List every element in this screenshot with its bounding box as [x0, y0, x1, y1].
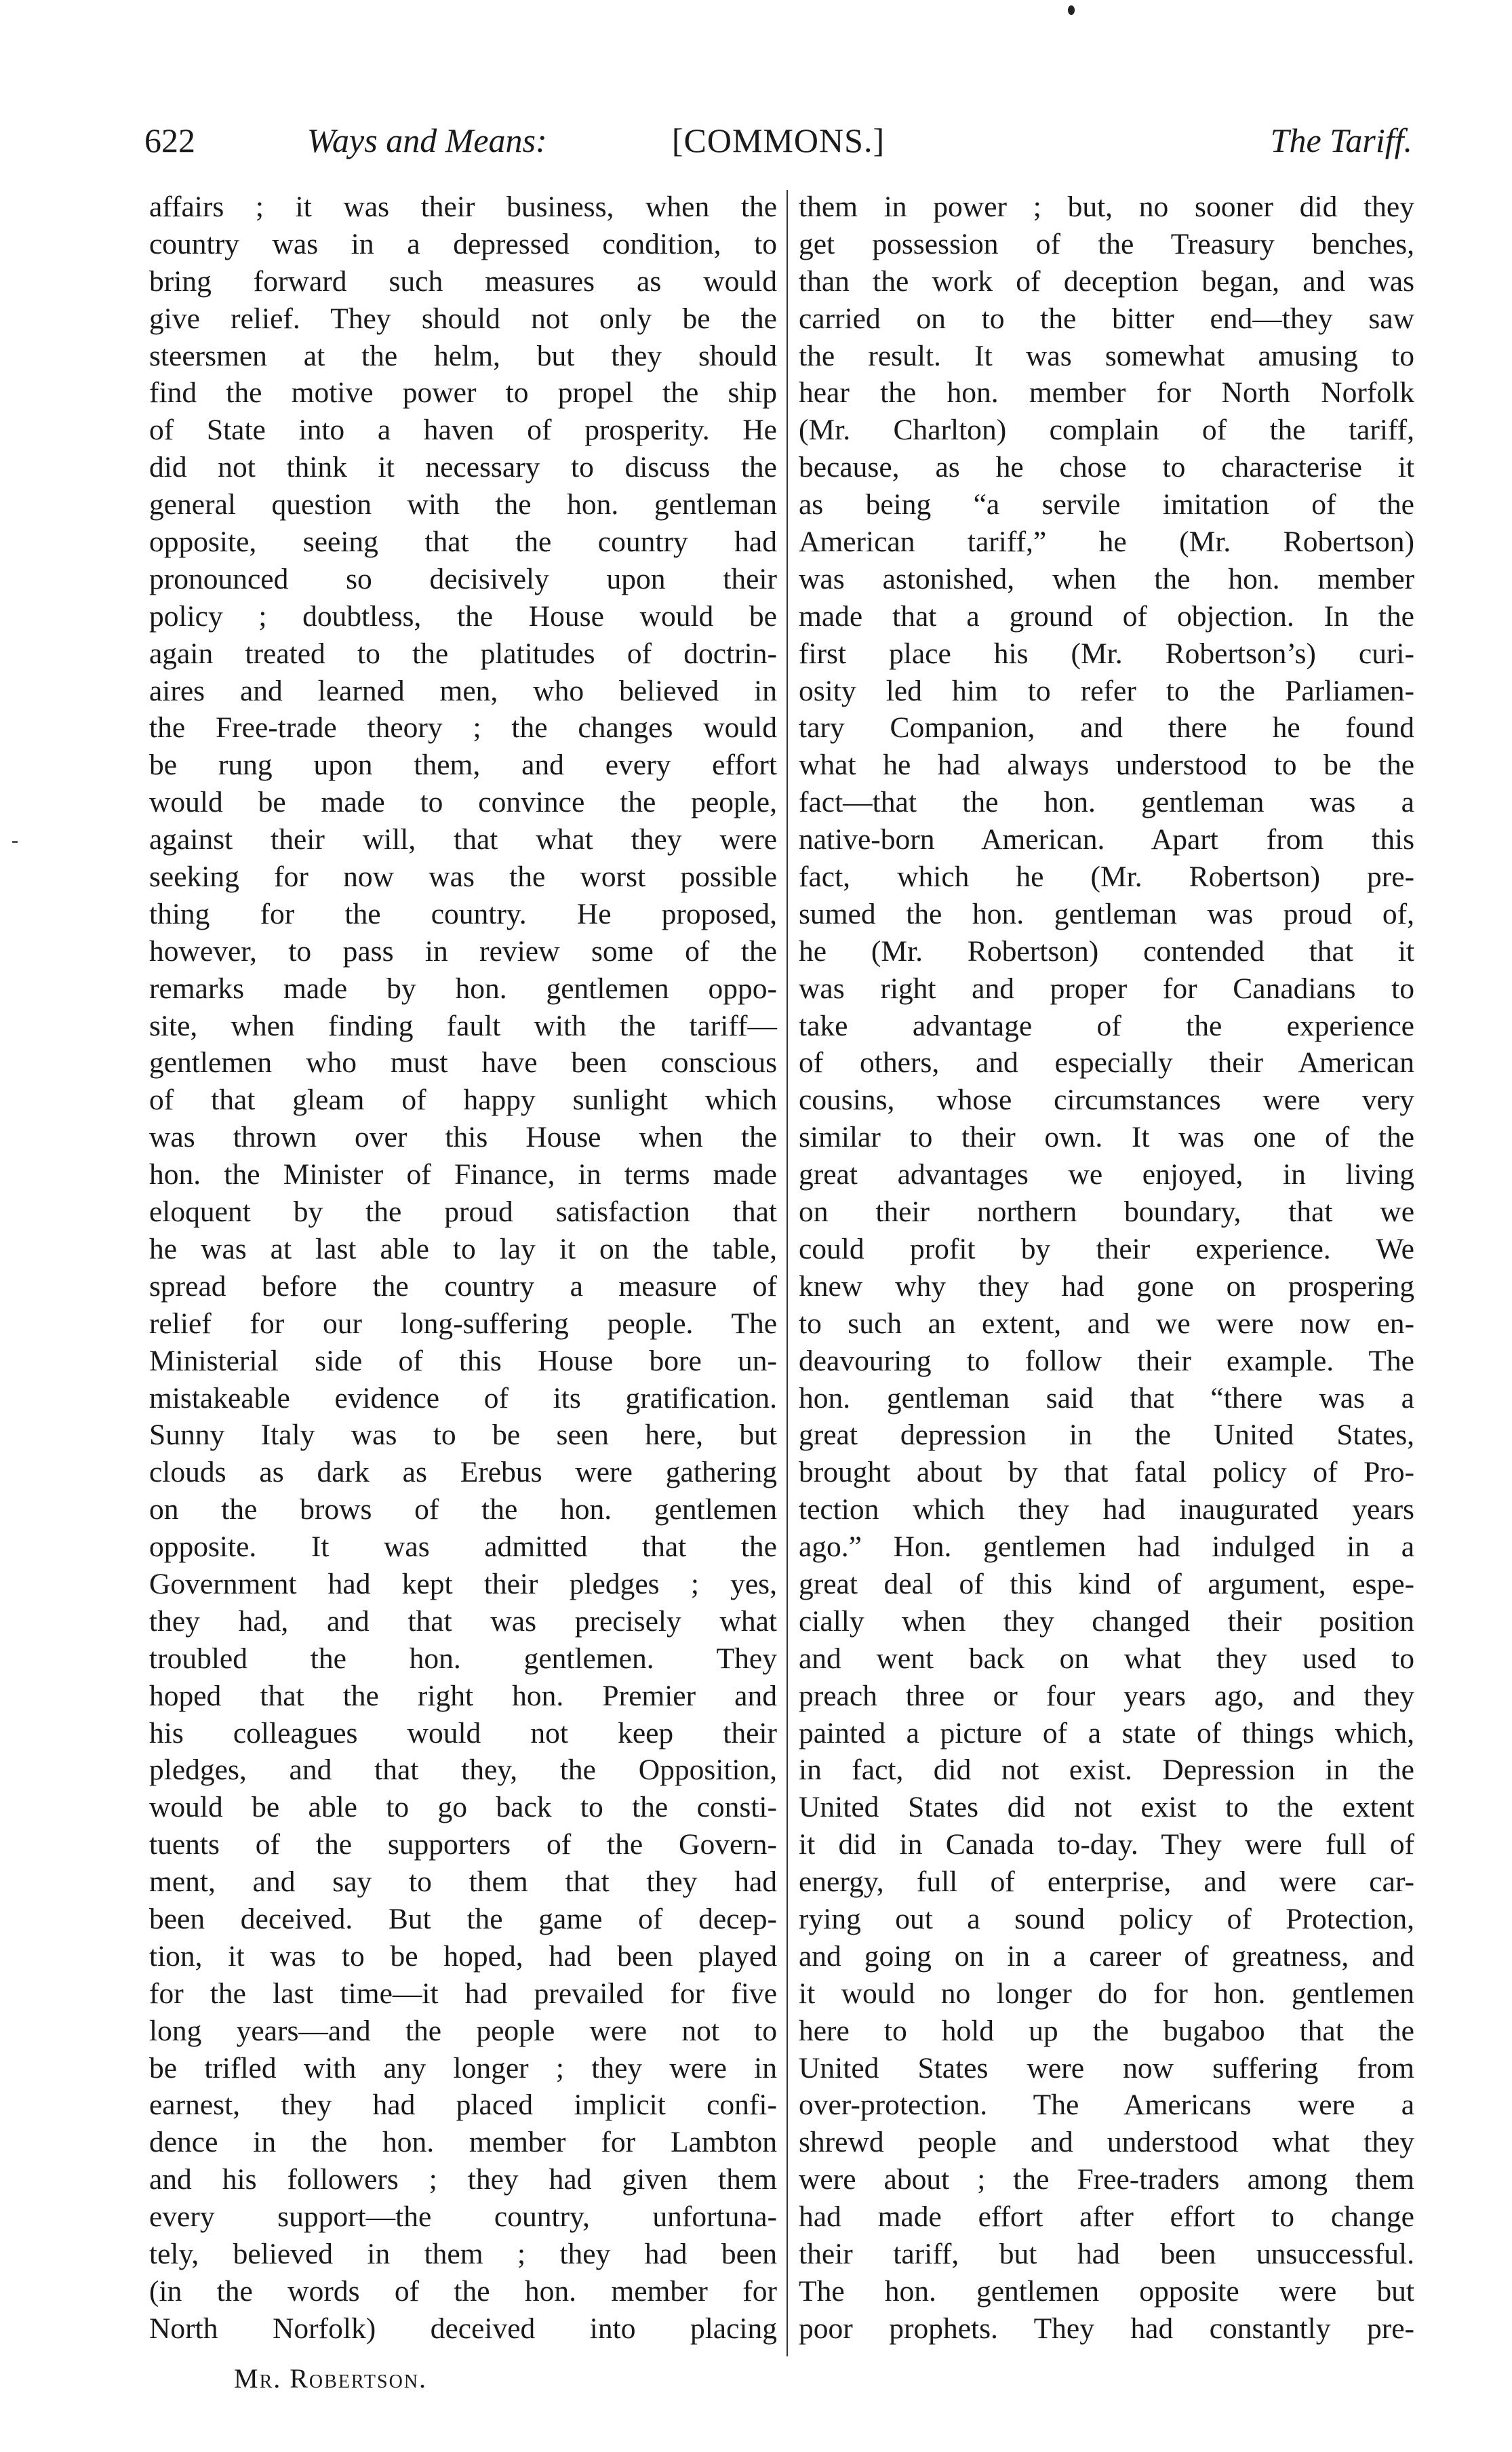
- text-line: could profit by their experience. We: [799, 1232, 1414, 1265]
- text-line: been deceived. But the game of decep-: [149, 1902, 777, 1935]
- text-line: had made effort after effort to change: [799, 2200, 1414, 2234]
- speaker-footer: Mr. Robertson.: [234, 2363, 428, 2394]
- text-line: were about ; the Free-traders among them: [799, 2163, 1414, 2196]
- text-line: them in power ; but, no sooner did they: [799, 191, 1414, 223]
- text-line: was thrown over this House when the: [149, 1121, 777, 1154]
- text-line: pronounced so decisively upon their: [149, 562, 777, 595]
- text-line: be rung upon them, and every effort: [149, 749, 777, 782]
- text-line: ment, and say to them that they had: [149, 1865, 777, 1899]
- text-line: osity led him to refer to the Parliamen-: [799, 674, 1414, 707]
- text-line: find the motive power to propel the ship: [149, 376, 777, 410]
- text-line: here to hold up the bugaboo that the: [799, 2014, 1414, 2047]
- text-line: for the last time—it had prevailed for five: [149, 1977, 777, 2010]
- text-line: bring forward such measures as would: [149, 264, 777, 298]
- text-line: American tariff,” he (Mr. Robertson): [799, 526, 1414, 559]
- text-line: over-protection. The Americans were a: [799, 2089, 1414, 2122]
- text-line: give relief. They should not only be the: [149, 302, 777, 335]
- text-line: on the brows of the hon. gentlemen: [149, 1493, 777, 1526]
- text-line: cially when they changed their position: [799, 1604, 1414, 1638]
- text-line: fact, which he (Mr. Robertson) pre-: [799, 861, 1414, 894]
- text-line: his colleagues would not keep their: [149, 1716, 777, 1749]
- text-line: great advantages we enjoyed, in living: [799, 1158, 1414, 1191]
- text-line: tion, it was to be hoped, had been played: [149, 1939, 777, 1973]
- text-line: every support—the country, unfortuna-: [149, 2200, 777, 2234]
- text-line: than the work of deception began, and was: [799, 264, 1414, 298]
- text-line: take advantage of the experience: [799, 1009, 1414, 1042]
- text-line: again treated to the platitudes of doctrin-: [149, 637, 777, 670]
- text-line: eloquent by the proud satisfaction that: [149, 1195, 777, 1229]
- text-line: hon. the Minister of Finance, in terms made: [149, 1158, 777, 1191]
- text-line: it would no longer do for hon. gentlemen: [799, 1977, 1414, 2010]
- text-line: deavouring to follow their example. The: [799, 1344, 1414, 1377]
- text-line: the Free-trade theory ; the changes would: [149, 711, 777, 745]
- text-line: carried on to the bitter end—they saw: [799, 302, 1414, 335]
- text-line: United States were now suffering from: [799, 2051, 1414, 2084]
- text-line: get possession of the Treasury benches,: [799, 227, 1414, 260]
- text-line: was right and proper for Canadians to: [799, 972, 1414, 1005]
- text-line: rying out a sound policy of Protection,: [799, 1902, 1414, 1935]
- text-line: because, as he chose to characterise it: [799, 451, 1414, 484]
- text-line: preach three or four years ago, and they: [799, 1679, 1414, 1712]
- text-line: spread before the country a measure of: [149, 1269, 777, 1303]
- text-line: did not think it necessary to discuss the: [149, 451, 777, 484]
- text-line: aires and learned men, who believed in: [149, 674, 777, 707]
- text-line: Sunny Italy was to be seen here, but: [149, 1419, 777, 1452]
- text-line: general question with the hon. gentleman: [149, 488, 777, 521]
- text-line: fact—that the hon. gentleman was a: [799, 786, 1414, 819]
- left-text-column: [149, 189, 777, 2348]
- text-line: however, to pass in review some of the: [149, 934, 777, 968]
- text-line: against their will, that what they were: [149, 823, 777, 856]
- text-line: thing for the country. He proposed,: [149, 897, 777, 930]
- header-right-title: The Tariff.: [1270, 121, 1412, 159]
- text-line: to such an extent, and we were now en-: [799, 1307, 1414, 1340]
- text-line: it did in Canada to-day. They were full of: [799, 1828, 1414, 1861]
- text-line: first place his (Mr. Robertson’s) curi-: [799, 637, 1414, 670]
- text-line: poor prophets. They had constantly pre-: [799, 2312, 1414, 2345]
- text-line: policy ; doubtless, the House would be: [149, 599, 777, 633]
- text-line: and going on in a career of greatness, and: [799, 1939, 1414, 1973]
- text-line: would be made to convince the people,: [149, 786, 777, 819]
- text-line: made that a ground of objection. In the: [799, 599, 1414, 633]
- text-line: great depression in the United States,: [799, 1419, 1414, 1452]
- text-line: North Norfolk) deceived into placing: [149, 2312, 777, 2345]
- text-line: long years—and the people were not to: [149, 2014, 777, 2047]
- text-line: steersmen at the helm, but they should: [149, 339, 777, 372]
- text-line: their tariff, but had been unsuccessful.: [799, 2237, 1414, 2270]
- text-line: energy, full of enterprise, and were car-: [799, 1865, 1414, 1899]
- text-line: Ministerial side of this House bore un-: [149, 1344, 777, 1377]
- text-line: relief for our long-suffering people. The: [149, 1307, 777, 1340]
- text-line: what he had always understood to be the: [799, 749, 1414, 782]
- text-line: be trifled with any longer ; they were in: [149, 2051, 777, 2084]
- text-line: as being “a servile imitation of the: [799, 488, 1414, 521]
- text-line: painted a picture of a state of things which,: [799, 1716, 1414, 1749]
- margin-mark: [12, 841, 18, 843]
- text-line: tection which they had inaugurated years: [799, 1493, 1414, 1526]
- text-line: Government had kept their pledges ; yes,: [149, 1567, 777, 1600]
- text-line: similar to their own. It was one of the: [799, 1121, 1414, 1154]
- right-text-column: [799, 189, 1414, 2348]
- text-line: hon. gentleman said that “there was a: [799, 1381, 1414, 1415]
- text-line: would be able to go back to the consti-: [149, 1791, 777, 1824]
- text-line: mistakeable evidence of its gratification.: [149, 1381, 777, 1415]
- text-line: was astonished, when the hon. member: [799, 562, 1414, 595]
- text-line: shrewd people and understood what they: [799, 2126, 1414, 2159]
- text-line: earnest, they had placed implicit confi-: [149, 2089, 777, 2122]
- text-line: The hon. gentlemen opposite were but: [799, 2274, 1414, 2308]
- text-line: tely, believed in them ; they had been: [149, 2237, 777, 2270]
- text-line: of others, and especially their American: [799, 1046, 1414, 1080]
- text-line: tary Companion, and there he found: [799, 711, 1414, 745]
- column-divider: [787, 190, 788, 2356]
- text-line: United States did not exist to the extent: [799, 1791, 1414, 1824]
- text-line: pledges, and that they, the Opposition,: [149, 1754, 777, 1787]
- text-line: and his followers ; they had given them: [149, 2163, 777, 2196]
- text-line: native-born American. Apart from this: [799, 823, 1414, 856]
- text-line: (Mr. Charlton) complain of the tariff,: [799, 414, 1414, 447]
- text-line: opposite. It was admitted that the: [149, 1530, 777, 1564]
- text-line: brought about by that fatal policy of Pro-: [799, 1456, 1414, 1489]
- text-line: gentlemen who must have been conscious: [149, 1046, 777, 1080]
- text-line: of that gleam of happy sunlight which: [149, 1084, 777, 1117]
- text-line: sumed the hon. gentleman was proud of,: [799, 897, 1414, 930]
- text-line: great deal of this kind of argument, espe-: [799, 1567, 1414, 1600]
- ink-dot-mark: [1068, 5, 1075, 15]
- text-line: affairs ; it was their business, when the: [149, 191, 777, 223]
- text-line: remarks made by hon. gentlemen oppo-: [149, 972, 777, 1005]
- text-line: in fact, did not exist. Depression in the: [799, 1754, 1414, 1787]
- text-line: seeking for now was the worst possible: [149, 861, 777, 894]
- text-line: the result. It was somewhat amusing to: [799, 339, 1414, 372]
- text-line: clouds as dark as Erebus were gathering: [149, 1456, 777, 1489]
- text-line: of State into a haven of prosperity. He: [149, 414, 777, 447]
- text-line: troubled the hon. gentlemen. They: [149, 1642, 777, 1675]
- text-line: and went back on what they used to: [799, 1642, 1414, 1675]
- text-line: ago.” Hon. gentlemen had indulged in a: [799, 1530, 1414, 1564]
- text-line: opposite, seeing that the country had: [149, 526, 777, 559]
- text-line: they had, and that was precisely what: [149, 1604, 777, 1638]
- page-number: 622: [144, 121, 195, 159]
- header-center-title: [COMMONS.]: [671, 121, 886, 159]
- text-line: hoped that the right hon. Premier and: [149, 1679, 777, 1712]
- text-line: he (Mr. Robertson) contended that it: [799, 934, 1414, 968]
- text-line: hear the hon. member for North Norfolk: [799, 376, 1414, 410]
- text-line: on their northern boundary, that we: [799, 1195, 1414, 1229]
- text-line: knew why they had gone on prospering: [799, 1269, 1414, 1303]
- text-line: (in the words of the hon. member for: [149, 2274, 777, 2308]
- text-line: dence in the hon. member for Lambton: [149, 2126, 777, 2159]
- text-line: cousins, whose circumstances were very: [799, 1084, 1414, 1117]
- text-line: he was at last able to lay it on the table,: [149, 1232, 777, 1265]
- text-line: site, when finding fault with the tariff—: [149, 1009, 777, 1042]
- header-left-title: Ways and Means:: [307, 121, 547, 159]
- text-line: country was in a depressed condition, to: [149, 227, 777, 260]
- page-header: [144, 117, 1412, 164]
- text-line: tuents of the supporters of the Govern-: [149, 1828, 777, 1861]
